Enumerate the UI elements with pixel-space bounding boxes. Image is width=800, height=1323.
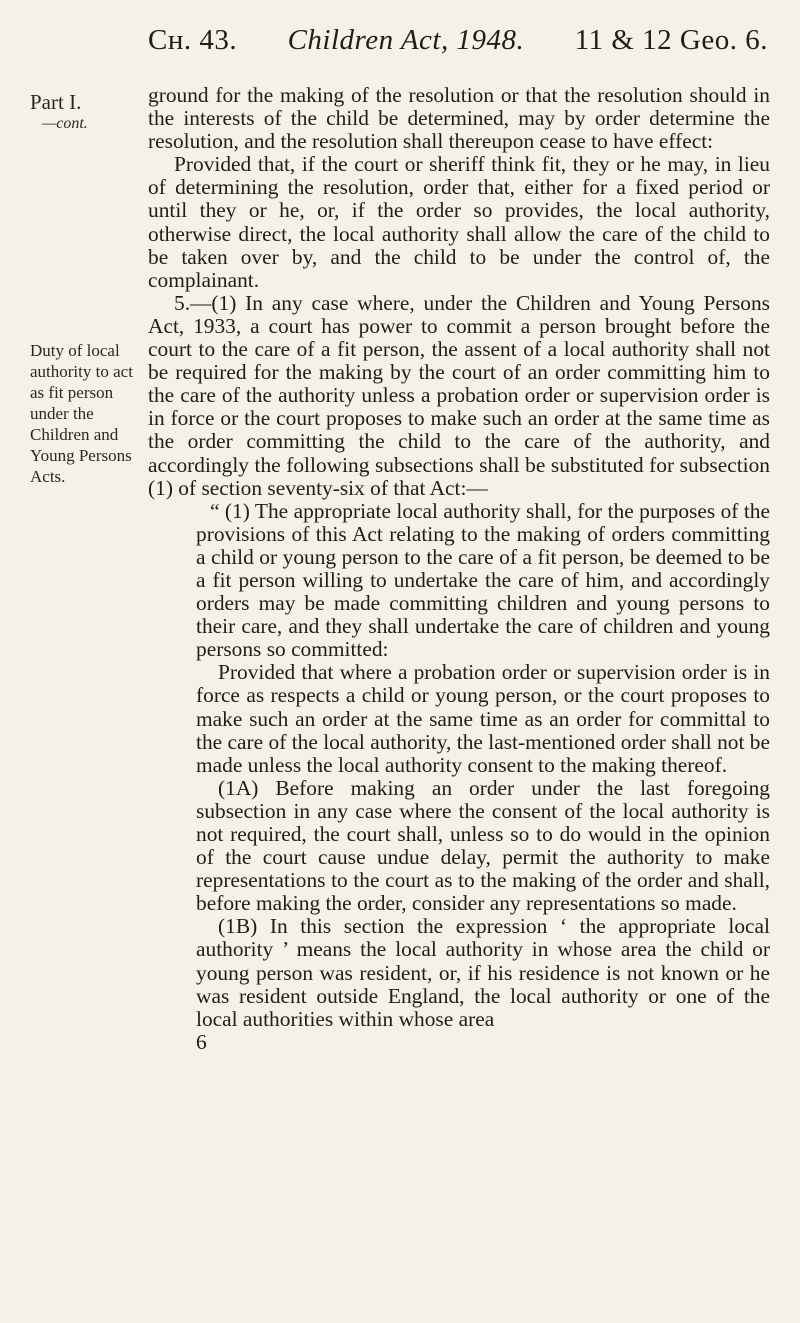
running-header <box>148 24 768 57</box>
body-text <box>148 84 770 1054</box>
paragraph-continuation: ground for the making of the resolution or that the resolution should in the interests of the child be determined, may by order determine the resolution, and the resolution shall thereupon cease to have effect: <box>148 83 770 154</box>
quoted-subsection-1: “ (1) The appropriate local authority shall, for the purposes of the provisions of this Act relating to the making of orders committing a child or young person to the care of a fit person, be deemed to be a fit person willing to undertake the care of him, and accordingly orders may be made committing children and young persons to their care, and they shall undertake the care of children and young persons so committed: <box>196 498 770 662</box>
quoted-subsection-1b: (1B) In this section the expression ‘ the appropriate local authority ’ means the local authority in whose area the child or young person was resident, or, if his residence is not known or he was resident outside England, the local authority or one of the local authorities within whose area <box>196 914 770 1031</box>
paragraph-proviso: Provided that, if the court or sheriff think fit, they or he may, in lieu of determining the resolution, order that, either for a fixed period or until they or he, or, if the order so provides, the local authority, otherwise direct, the local authority shall allow the care of the child to be taken over by, and the child to be under the control of, the complainant. <box>148 152 770 292</box>
part-continued: —cont. <box>42 115 88 132</box>
part-label: Part I. <box>30 90 82 114</box>
paragraph-section-5: 5.—(1) In any case where, under the Children and Young Persons Act, 1933, a court has power to commit a person brought before the court to the care of a fit person, the assent of a local authority shall not be required for the making by the court of an order committing him to the care of the authority unless a probation order or supervision order is in force or the court proposes to make such an order at the same time as the order committing the child to the care of the authority, and accordingly the following subsections shall be substituted for subsection (1) of section seventy-six of that Act:— <box>148 290 770 500</box>
margin-note-duty: Duty of local authority to act as fit person under the Children and Young Persons Acts. <box>30 341 133 486</box>
quoted-proviso: Provided that where a probation order or supervision order is in force as respects a child or young person, or the court proposes to make such an order at the same time as an order for committal to the care of the local authority, the last-mentioned order shall not be made unless the local authority consent to the making thereof. <box>196 660 770 777</box>
regnal-year: 11 & 12 Geo. 6. <box>574 24 768 56</box>
quoted-subsection-1a: (1A) Before making an order under the last foregoing subsection in any case where the consent of the local authority is not required, the court shall, unless so to do would in the opinion of the court cause undue delay, permit the authority to make representations to the court as to the making of the order and shall, before making the order, consider any representations so made. <box>196 775 770 916</box>
margin-part-label <box>30 92 146 134</box>
act-title: Children Act, 1948. <box>287 24 525 56</box>
page-number: 6 <box>196 1029 207 1054</box>
chapter-number: Cн. 43. <box>148 24 238 56</box>
